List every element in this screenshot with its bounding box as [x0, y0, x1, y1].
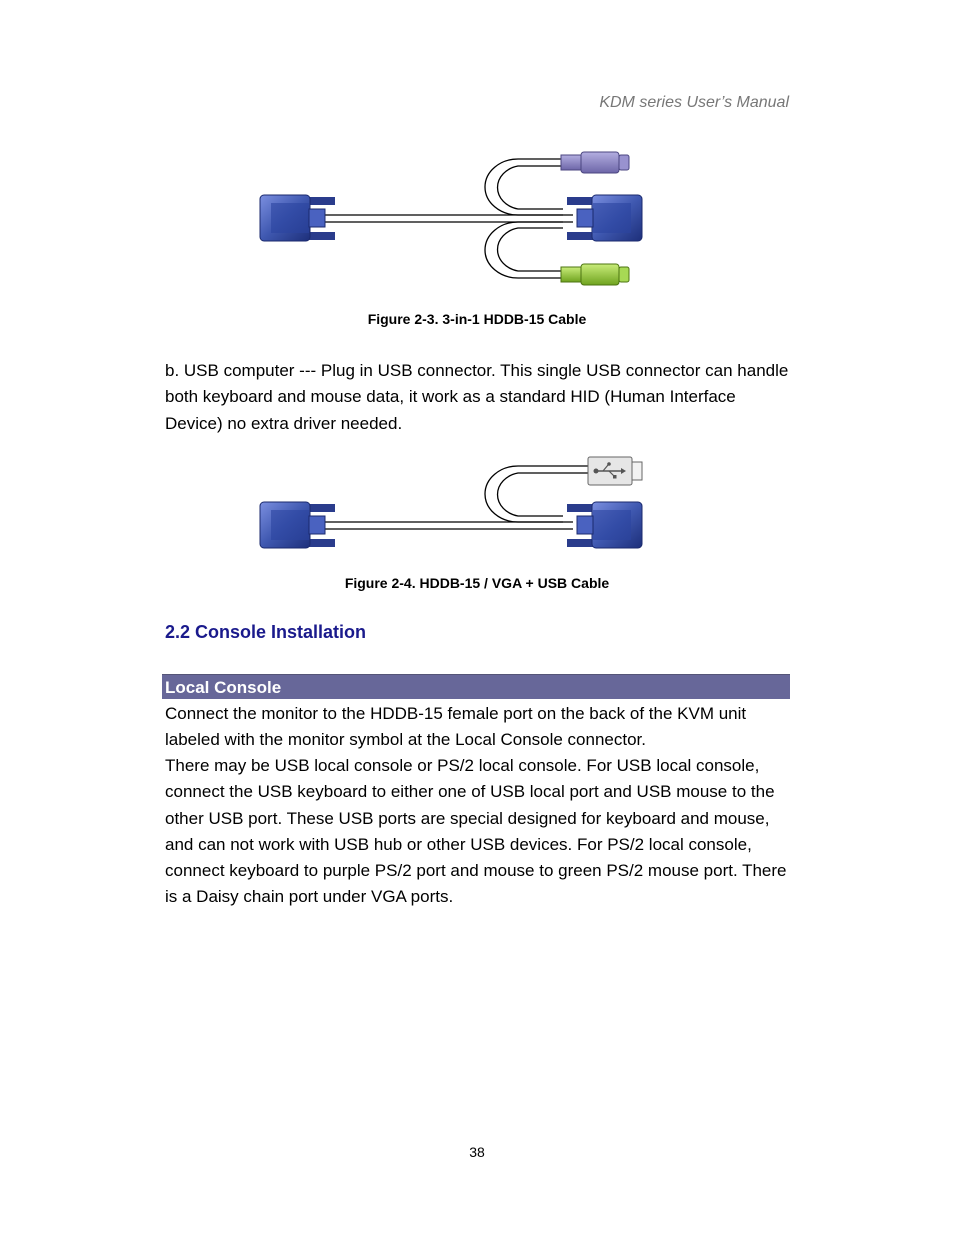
usb-plug-connector — [588, 457, 642, 485]
figure-vga-usb-cable — [243, 449, 653, 572]
figure-caption-2-4: Figure 2-4. HDDB-15 / VGA + USB Cable — [344, 575, 610, 591]
vga-connector-left — [260, 502, 335, 548]
section-heading: 2.2 Console Installation — [165, 622, 367, 642]
main-cable — [323, 215, 573, 222]
local-console-bar — [162, 674, 790, 699]
ps2-green-connector — [561, 264, 629, 285]
main-cable — [323, 522, 573, 529]
vga-connector-right — [567, 502, 642, 548]
local-console-label: Local Console — [165, 678, 282, 697]
ps2-purple-connector — [561, 152, 629, 173]
figure-3in1-cable — [243, 143, 653, 293]
page-number: 38 — [469, 1144, 485, 1160]
vga-connector-right — [567, 195, 642, 241]
running-header: KDM series User’s Manual — [599, 94, 789, 111]
vga-connector-left — [260, 195, 335, 241]
usb-computer-paragraph: b. USB computer --- Plug in USB connector. This single USB connector can handle both keyboard and mouse data, it work as a standard HID (Human Interface Device) no extra driver needed. — [165, 361, 789, 433]
figure-caption-2-3: Figure 2-3. 3-in-1 HDDB-15 Cable — [367, 311, 587, 327]
cable-vga-usb-illustration — [243, 449, 653, 572]
local-console-paragraph-1: Connect the monitor to the HDDB-15 female port on the back of the KVM unit labeled with the monitor symbol at the Local Console connector. — [165, 704, 747, 750]
local-console-paragraph-2: There may be USB local console or PS/2 local console. For USB local console, connect the USB keyboard to either one of USB local port and USB mouse to the other USB port. These USB ports are special designed for keyboard and mouse, and can not work with USB hub or other USB devices. For PS/2 local console, connect keyboard to purple PS/2 port and mouse to green PS/2 mouse port. There is a Daisy chain port under VGA ports. — [165, 756, 787, 907]
cable-3in1-illustration — [243, 143, 653, 293]
